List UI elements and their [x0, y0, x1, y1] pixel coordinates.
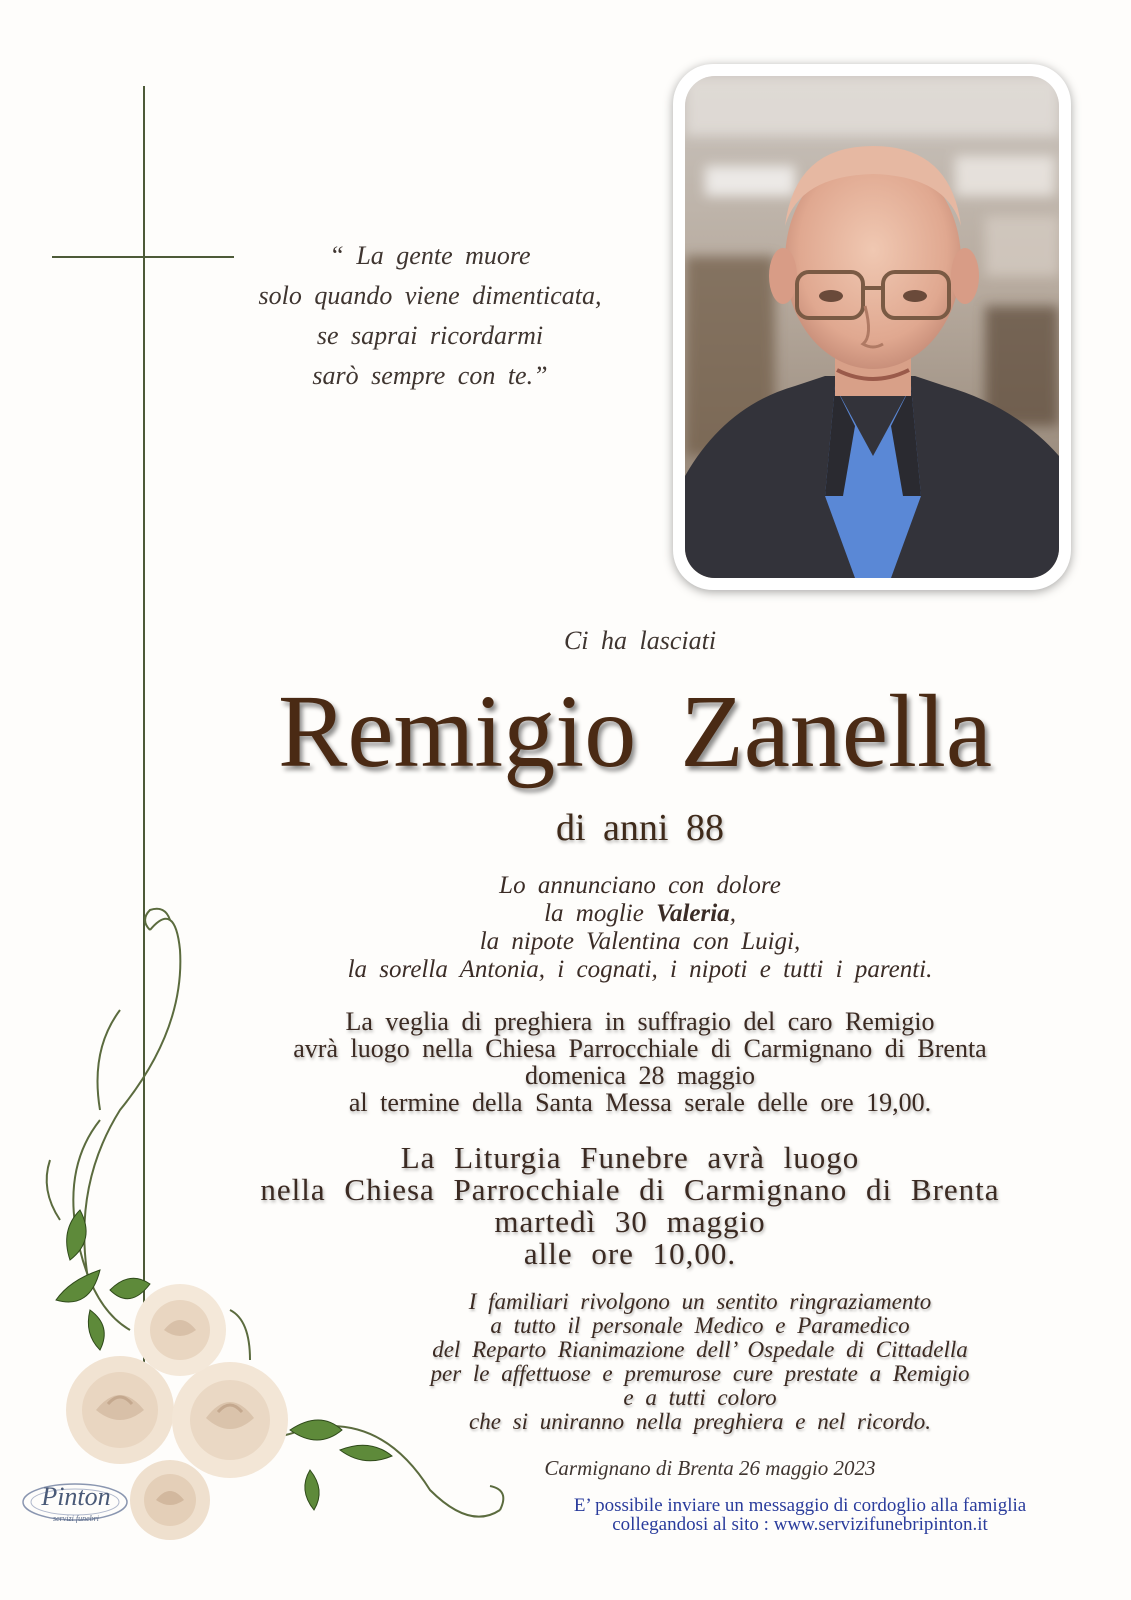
funeral-line: La Liturgia Funebre avrà luogo: [400, 1140, 860, 1175]
quote-line: solo quando viene dimenticata,: [258, 281, 602, 310]
announcement-text: ,: [729, 900, 736, 927]
thanks-line: del Reparto Rianimazione dell’ Ospedale di Cittadella: [432, 1337, 968, 1362]
thanks-line: che si uniranno nella preghiera e nel ricordo.: [469, 1409, 931, 1434]
announcement-line: la nipote Valentina con Luigi,: [479, 928, 801, 955]
portrait-frame: [673, 64, 1071, 590]
vigil-line: avrà luogo nella Chiesa Parrocchiale di Carmignano di Brenta: [293, 1034, 987, 1063]
condolence-site-link[interactable]: collegandosi al sito : www.servizifunebripinton.it: [612, 1514, 988, 1535]
intro-text: Ci ha lasciati: [563, 626, 717, 655]
quote-line: se saprai ricordarmi: [316, 321, 544, 350]
dateline: Carmignano di Brenta 26 maggio 2023: [544, 1456, 876, 1480]
logo-name: Pinton: [41, 1482, 111, 1511]
vigil-line: domenica 28 maggio: [524, 1061, 756, 1090]
vigil-line: La veglia di preghiera in suffragio del caro Remigio: [345, 1007, 935, 1036]
thanks-line: e a tutti coloro: [623, 1385, 777, 1410]
wife-name: Valeria: [656, 900, 730, 927]
announcement-text: la moglie: [544, 900, 657, 927]
vigil-line: al termine della Santa Messa serale delle ore 19,00.: [348, 1088, 932, 1117]
quote-line: “ La gente muore: [329, 241, 531, 270]
announcement-line: Lo annunciano con dolore: [499, 872, 781, 899]
pinton-logo: [20, 1478, 130, 1538]
thanks-line: a tutto il personale Medico e Paramedico: [490, 1313, 910, 1338]
funeral-line: alle ore 10,00.: [523, 1236, 737, 1271]
footer-line: E’ possibile inviare un messaggio di cordoglio alla famiglia: [573, 1495, 1027, 1516]
thanks-line: per le affettuose e premurose cure prestate a Remigio: [430, 1361, 970, 1386]
logo-tagline: servizi funebri: [53, 1514, 99, 1523]
funeral-line: martedì 30 maggio: [494, 1204, 766, 1239]
memorial-quote: [180, 236, 680, 396]
portrait-photo: [685, 76, 1059, 578]
thanks-line: I familiari rivolgono un sentito ringraziamento: [468, 1289, 932, 1314]
funeral-line: nella Chiesa Parrocchiale di Carmignano di Brenta: [260, 1172, 1000, 1207]
deceased-age: di anni 88: [556, 807, 724, 849]
quote-line: sarò sempre con te.”: [312, 361, 548, 390]
announcement-line: la sorella Antonia, i cognati, i nipoti e tutti i parenti.: [347, 956, 933, 983]
condolence-footer: [500, 1496, 1100, 1534]
deceased-name: Remigio Zanella: [277, 674, 992, 789]
